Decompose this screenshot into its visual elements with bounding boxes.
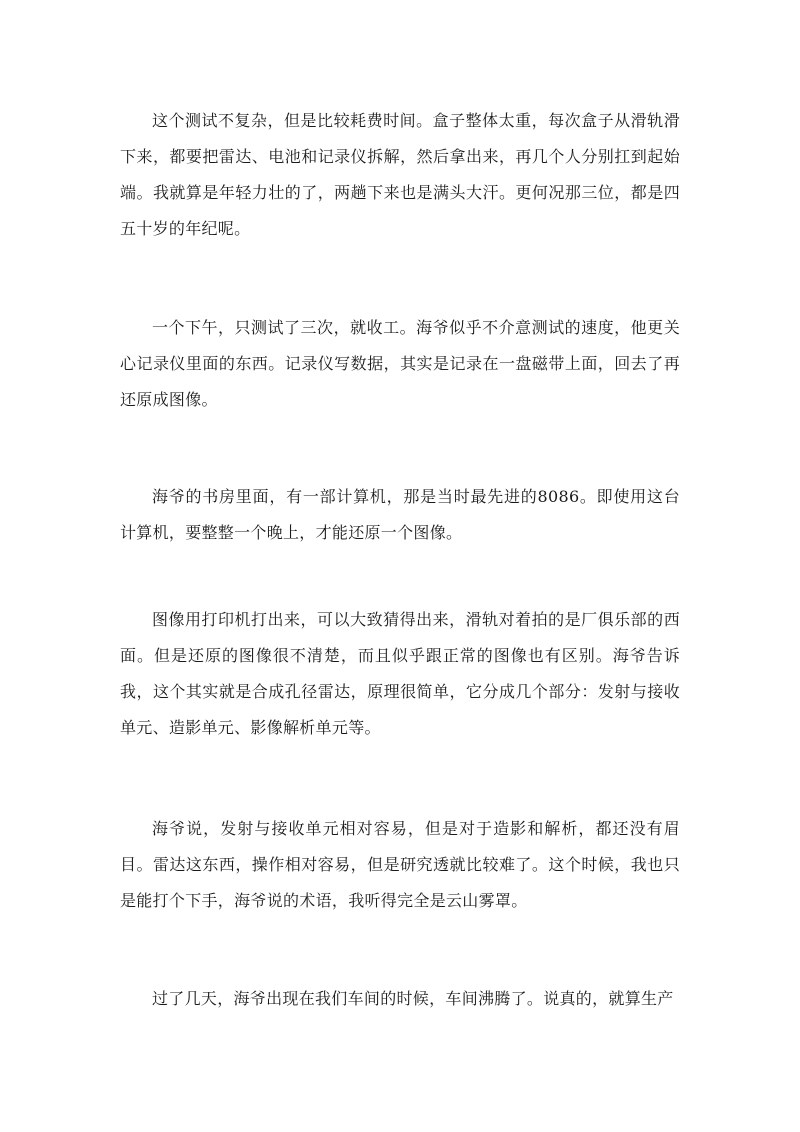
paragraph: 一个下午，只测试了三次，就收工。海爷似乎不介意测试的速度，他更关心记录仪里面的东西。记录仪写数据，其实是记录在一盘磁带上面，回去了再还原成图像。 (120, 318, 680, 409)
paragraph: 海爷的书房里面，有一部计算机，那是当时最先进的8086。即使用这台计算机，要整整一个晚上，才能还原一个图像。 (120, 487, 680, 542)
paragraph: 海爷说，发射与接收单元相对容易，但是对于造影和解析，都还没有眉目。雷达这东西，操作相对容易，但是研究透就比较难了。这个时候，我也只是能打个下手，海爷说的术语，我听得完全是云山雾罩。 (120, 819, 680, 910)
paragraph: 这个测试不复杂，但是比较耗费时间。盒子整体太重，每次盒子从滑轨滑下来，都要把雷达、电池和记录仪拆解，然后拿出来，再几个人分别扛到起始端。我就算是年轻力壮的了，两趟下来也是满头大汗。更何况那三位，都是四五十岁的年纪呢。 (120, 111, 680, 238)
paragraph: 过了几天，海爷出现在我们车间的时候，车间沸腾了。说真的，就算生产 (152, 989, 674, 1008)
paragraph: 图像用打印机打出来，可以大致猜得出来，滑轨对着拍的是厂俱乐部的西面。但是还原的图像很不清楚，而且似乎跟正常的图像也有区别。海爷告诉我，这个其实就是合成孔径雷达，原理很简单，它分成几个部分：发射与接收单元、造影单元、影像解析单元等。 (120, 610, 680, 737)
